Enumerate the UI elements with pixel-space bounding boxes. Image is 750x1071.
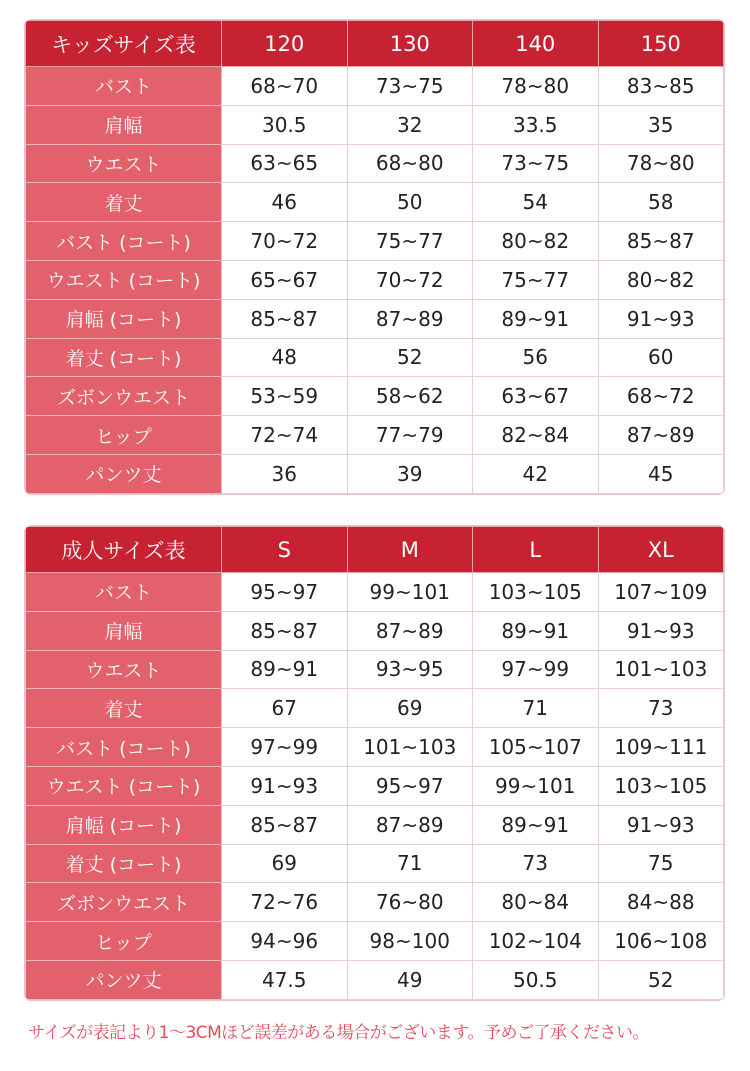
measurement-cell: 87~89: [598, 416, 724, 455]
measurement-cell: 75~77: [347, 222, 473, 261]
measurement-cell: 63~67: [473, 377, 599, 416]
measurement-cell: 105~107: [473, 728, 599, 767]
measurement-cell: 80~84: [473, 883, 599, 922]
row-label: ヒップ: [26, 416, 222, 455]
measurement-cell: 68~72: [598, 377, 724, 416]
measurement-cell: 69: [347, 689, 473, 728]
row-label: 肩幅 (コート): [26, 805, 222, 844]
measurement-cell: 58: [598, 183, 724, 222]
measurement-cell: 50: [347, 183, 473, 222]
measurement-cell: 102~104: [473, 922, 599, 961]
measurement-cell: 95~97: [222, 573, 348, 612]
size-disclaimer-note: サイズが表記より1～3CMほど誤差がある場合がございます。予めご了承ください。: [28, 1023, 649, 1043]
measurement-cell: 106~108: [598, 922, 724, 961]
measurement-cell: 107~109: [598, 573, 724, 612]
row-label: パンツ丈: [26, 960, 222, 999]
row-label: 肩幅: [26, 611, 222, 650]
table-row: [26, 105, 724, 144]
measurement-cell: 42: [473, 454, 599, 493]
table-row: [26, 338, 724, 377]
measurement-cell: 83~85: [598, 67, 724, 106]
row-label: ウエスト: [26, 650, 222, 689]
measurement-cell: 101~103: [347, 728, 473, 767]
measurement-cell: 84~88: [598, 883, 724, 922]
row-label: 肩幅 (コート): [26, 299, 222, 338]
row-label: ウエスト (コート): [26, 260, 222, 299]
table-row: [26, 377, 724, 416]
header-row: [26, 527, 724, 573]
measurement-cell: 99~101: [347, 573, 473, 612]
measurement-cell: 85~87: [222, 299, 348, 338]
measurement-cell: 72~76: [222, 883, 348, 922]
size-header: 140: [473, 21, 599, 67]
measurement-cell: 49: [347, 960, 473, 999]
size-header: 120: [222, 21, 348, 67]
row-label: バスト: [26, 67, 222, 106]
measurement-cell: 36: [222, 454, 348, 493]
measurement-cell: 70~72: [222, 222, 348, 261]
measurement-cell: 72~74: [222, 416, 348, 455]
measurement-cell: 85~87: [598, 222, 724, 261]
measurement-cell: 58~62: [347, 377, 473, 416]
measurement-cell: 89~91: [473, 611, 599, 650]
measurement-cell: 46: [222, 183, 348, 222]
row-label: バスト (コート): [26, 728, 222, 767]
measurement-cell: 68~80: [347, 144, 473, 183]
measurement-cell: 35: [598, 105, 724, 144]
measurement-cell: 30.5: [222, 105, 348, 144]
measurement-cell: 87~89: [347, 805, 473, 844]
table-row: [26, 222, 724, 261]
measurement-cell: 94~96: [222, 922, 348, 961]
size-header: 150: [598, 21, 724, 67]
table-row: [26, 299, 724, 338]
measurement-cell: 54: [473, 183, 599, 222]
row-label: バスト (コート): [26, 222, 222, 261]
measurement-cell: 80~82: [598, 260, 724, 299]
measurement-cell: 47.5: [222, 960, 348, 999]
table-row: [26, 454, 724, 493]
measurement-cell: 73~75: [473, 144, 599, 183]
row-label: 肩幅: [26, 105, 222, 144]
table-row: [26, 611, 724, 650]
measurement-cell: 78~80: [598, 144, 724, 183]
row-label: ヒップ: [26, 922, 222, 961]
measurement-cell: 68~70: [222, 67, 348, 106]
table-row: [26, 805, 724, 844]
header-row: [26, 21, 724, 67]
kids-size-table: [25, 20, 724, 494]
measurement-cell: 39: [347, 454, 473, 493]
measurement-cell: 97~99: [222, 728, 348, 767]
measurement-cell: 109~111: [598, 728, 724, 767]
measurement-cell: 52: [347, 338, 473, 377]
row-label: バスト: [26, 573, 222, 612]
measurement-cell: 65~67: [222, 260, 348, 299]
measurement-cell: 60: [598, 338, 724, 377]
row-label: ウエスト: [26, 144, 222, 183]
size-header: L: [473, 527, 599, 573]
row-label: 着丈 (コート): [26, 338, 222, 377]
measurement-cell: 48: [222, 338, 348, 377]
size-header: XL: [598, 527, 724, 573]
measurement-cell: 45: [598, 454, 724, 493]
measurement-cell: 33.5: [473, 105, 599, 144]
measurement-cell: 85~87: [222, 611, 348, 650]
measurement-cell: 89~91: [222, 650, 348, 689]
measurement-cell: 95~97: [347, 766, 473, 805]
table-row: [26, 689, 724, 728]
size-header: 130: [347, 21, 473, 67]
measurement-cell: 89~91: [473, 805, 599, 844]
measurement-cell: 87~89: [347, 299, 473, 338]
table-row: [26, 883, 724, 922]
measurement-cell: 103~105: [473, 573, 599, 612]
measurement-cell: 91~93: [222, 766, 348, 805]
size-header: S: [222, 527, 348, 573]
measurement-cell: 77~79: [347, 416, 473, 455]
row-label: パンツ丈: [26, 454, 222, 493]
table-row: [26, 573, 724, 612]
row-label: ウエスト (コート): [26, 766, 222, 805]
measurement-cell: 91~93: [598, 611, 724, 650]
table-row: [26, 67, 724, 106]
table-row: [26, 766, 724, 805]
measurement-cell: 97~99: [473, 650, 599, 689]
measurement-cell: 89~91: [473, 299, 599, 338]
measurement-cell: 63~65: [222, 144, 348, 183]
measurement-cell: 71: [473, 689, 599, 728]
measurement-cell: 71: [347, 844, 473, 883]
measurement-cell: 82~84: [473, 416, 599, 455]
table-row: [26, 260, 724, 299]
measurement-cell: 93~95: [347, 650, 473, 689]
measurement-cell: 70~72: [347, 260, 473, 299]
measurement-cell: 73: [473, 844, 599, 883]
measurement-cell: 52: [598, 960, 724, 999]
measurement-cell: 50.5: [473, 960, 599, 999]
measurement-cell: 67: [222, 689, 348, 728]
measurement-cell: 91~93: [598, 299, 724, 338]
measurement-cell: 80~82: [473, 222, 599, 261]
row-label: ズボンウエスト: [26, 377, 222, 416]
measurement-cell: 103~105: [598, 766, 724, 805]
measurement-cell: 75: [598, 844, 724, 883]
measurement-cell: 78~80: [473, 67, 599, 106]
measurement-cell: 85~87: [222, 805, 348, 844]
measurement-cell: 73~75: [347, 67, 473, 106]
measurement-cell: 91~93: [598, 805, 724, 844]
measurement-cell: 32: [347, 105, 473, 144]
measurement-cell: 56: [473, 338, 599, 377]
measurement-cell: 98~100: [347, 922, 473, 961]
measurement-cell: 87~89: [347, 611, 473, 650]
table-row: [26, 922, 724, 961]
measurement-cell: 53~59: [222, 377, 348, 416]
measurement-cell: 101~103: [598, 650, 724, 689]
table-title: 成人サイズ表: [26, 527, 222, 573]
table-title: キッズサイズ表: [26, 21, 222, 67]
table-row: [26, 144, 724, 183]
table-row: [26, 844, 724, 883]
row-label: 着丈 (コート): [26, 844, 222, 883]
measurement-cell: 73: [598, 689, 724, 728]
row-label: ズボンウエスト: [26, 883, 222, 922]
table-row: [26, 183, 724, 222]
measurement-cell: 69: [222, 844, 348, 883]
table-row: [26, 416, 724, 455]
adult-size-table: [25, 526, 724, 1000]
table-row: [26, 960, 724, 999]
table-row: [26, 650, 724, 689]
measurement-cell: 99~101: [473, 766, 599, 805]
measurement-cell: 75~77: [473, 260, 599, 299]
table-row: [26, 728, 724, 767]
measurement-cell: 76~80: [347, 883, 473, 922]
size-header: M: [347, 527, 473, 573]
row-label: 着丈: [26, 689, 222, 728]
row-label: 着丈: [26, 183, 222, 222]
